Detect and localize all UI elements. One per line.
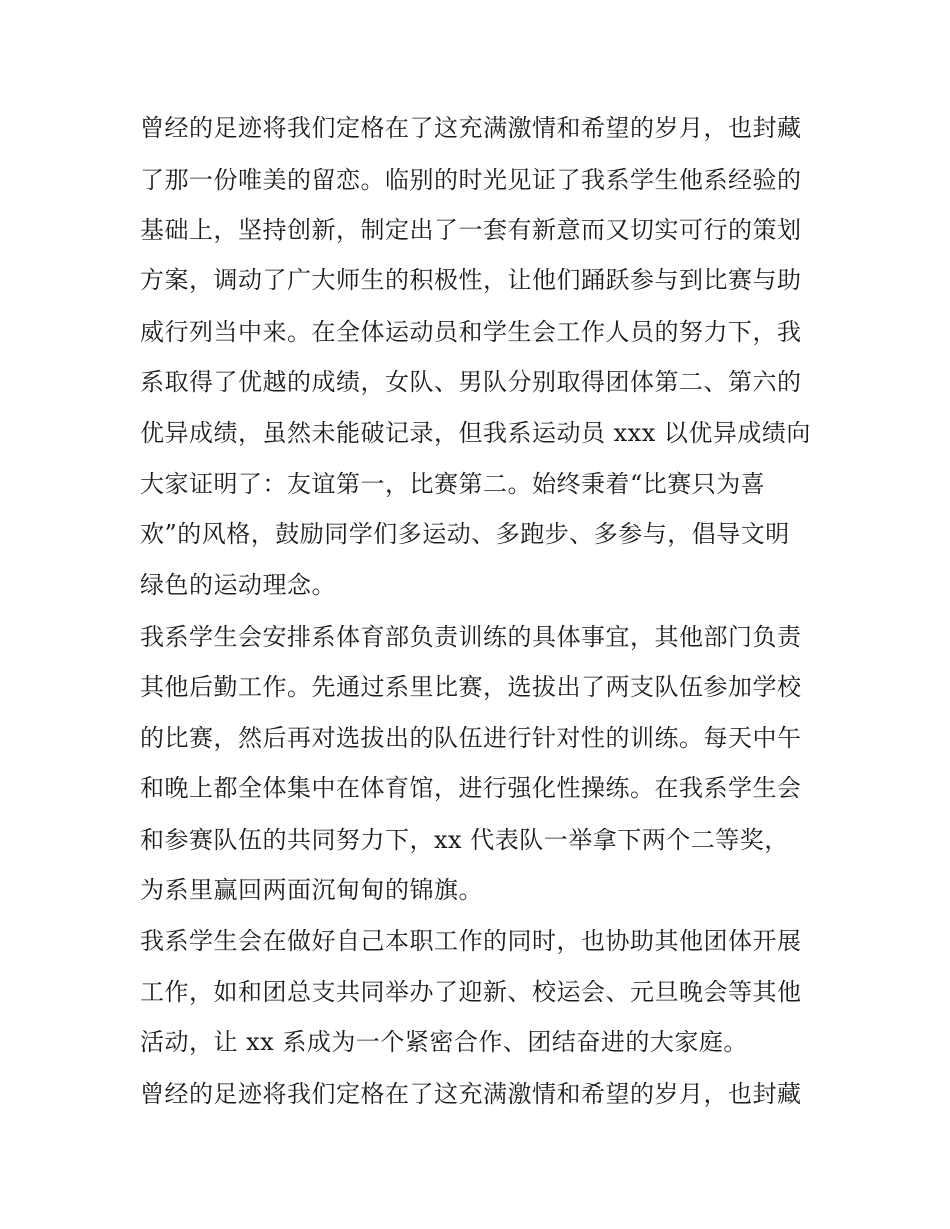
text-line: 曾经的足迹将我们定格在了这充满激情和希望的岁月，也封藏 <box>140 114 802 142</box>
text-line: 的比赛，然后再对选拔出的队伍进行针对性的训练。每天中午 <box>140 724 802 752</box>
text-line: 和晚上都全体集中在体育馆，进行强化性操练。在我系学生会 <box>140 774 802 802</box>
text-line: 工作，如和团总支共同举办了迎新、校运会、元旦晚会等其他 <box>140 978 802 1006</box>
text-line: 曾经的足迹将我们定格在了这充满激情和希望的岁月，也封藏 <box>140 1080 802 1108</box>
text-line: 我系学生会安排系体育部负责训练的具体事宜，其他部门负责 <box>140 623 802 651</box>
text-line: 欢”的风格，鼓励同学们多运动、多跑步、多参与，倡导文明 <box>140 520 790 548</box>
text-line: 方案，调动了广大师生的积极性，让他们踊跃参与到比赛与助 <box>140 266 802 294</box>
text-line: 我系学生会在做好自己本职工作的同时，也协助其他团体开展 <box>140 927 802 955</box>
text-line: 其他后勤工作。先通过系里比赛，选拔出了两支队伍参加学校 <box>140 673 802 701</box>
text-line: 为系里赢回两面沉甸甸的锦旗。 <box>140 876 483 904</box>
text-line: 威行列当中来。在全体运动员和学生会工作人员的努力下，我 <box>140 318 802 346</box>
text-line: 大家证明了：友谊第一，比赛第二。始终秉着“比赛只为喜 <box>140 470 766 498</box>
text-line: 系取得了优越的成绩，女队、男队分别取得团体第二、第六的 <box>140 368 802 396</box>
text-line: 绿色的运动理念。 <box>140 571 336 599</box>
text-line: 基础上，坚持创新，制定出了一套有新意而又切实可行的策划 <box>140 216 802 244</box>
text-line: 优异成绩，虽然未能破记录，但我系运动员 xxx 以优异成绩向 <box>140 419 811 447</box>
text-line: 活动，让 xx 系成为一个紧密合作、团结奋进的大家庭。 <box>140 1028 748 1056</box>
text-line: 和参赛队伍的共同努力下，xx 代表队一举拿下两个二等奖， <box>140 826 789 854</box>
text-line: 了那一份唯美的留恋。临别的时光见证了我系学生他系经验的 <box>140 166 802 194</box>
